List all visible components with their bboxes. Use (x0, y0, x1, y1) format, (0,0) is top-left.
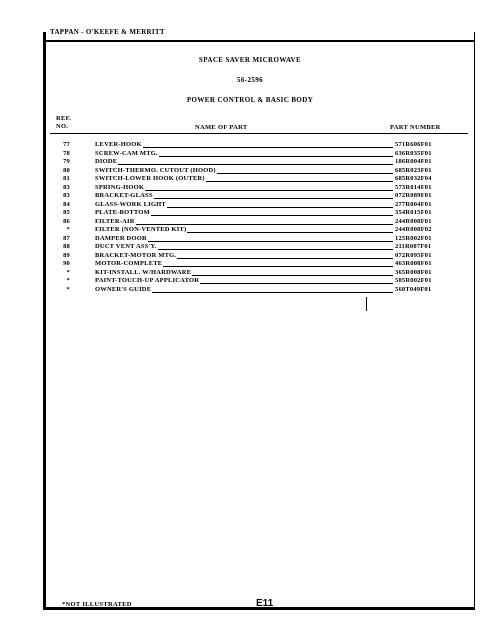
header-rule (50, 133, 468, 134)
part-name-cell: KIT-INSTALL. W/HARDWARE (95, 268, 192, 276)
ref-cell: 84 (63, 200, 70, 208)
ref-cell: * (66, 226, 70, 233)
ref-column-header (56, 115, 71, 131)
leader-line (159, 156, 393, 157)
part-name-cell: BRACKET-MOTOR MTG. (95, 251, 177, 259)
leader-line (152, 292, 393, 293)
part-number-cell: 636R035F01 (395, 149, 432, 157)
leader-line (154, 198, 393, 199)
part-name-cell: FILTER-AIR (95, 217, 135, 225)
part-name-cell: GLASS-WORK LIGHT (95, 200, 166, 208)
table-row (50, 252, 470, 261)
part-name-cell: BRACKET-GLASS (95, 192, 153, 199)
table-row (50, 175, 470, 184)
table-row (50, 277, 470, 286)
part-number-cell: 186R004F01 (395, 158, 432, 165)
margin-mark (366, 297, 367, 311)
part-number-cell: 463R008F01 (395, 260, 432, 267)
table-row (50, 286, 470, 295)
leader-line (163, 266, 393, 267)
part-number-cell: 354R015F01 (395, 209, 432, 216)
leader-line (187, 232, 393, 233)
part-number-cell: 244R008F02 (395, 226, 432, 233)
part-name-cell: OWNER'S GUIDE (95, 285, 152, 293)
ref-cell: 79 (63, 158, 70, 165)
leader-line (118, 164, 393, 165)
ref-cell: 81 (63, 175, 70, 182)
footnote: *NOT ILLUSTRATED (62, 601, 132, 608)
page-frame (43, 32, 475, 610)
part-column-header: PART NUMBER (390, 124, 441, 131)
part-number-cell: 211R007F01 (395, 243, 432, 250)
table-row (50, 235, 470, 244)
leader-line (206, 181, 393, 182)
model-number: 56-2596 (236, 76, 264, 84)
part-number-cell: 365R008F01 (395, 268, 432, 276)
ref-cell: 85 (63, 209, 70, 216)
part-number-cell: 277R004F01 (395, 200, 432, 208)
part-number-cell: 072R089F01 (395, 192, 432, 199)
page-number: E11 (256, 598, 274, 609)
part-name-cell: DIODE (95, 158, 118, 165)
part-name-cell: FILTER (NON-VENTED KIT) (95, 226, 187, 233)
leader-line (167, 207, 393, 208)
leader-line (151, 215, 393, 216)
part-name-cell: DAMPER DOOR (95, 234, 147, 242)
table-row (50, 209, 470, 218)
ref-cell: 87 (63, 234, 70, 242)
part-number-cell: 505R002F01 (395, 277, 432, 284)
part-name-cell: SCREW-CAM MTG. (95, 149, 158, 157)
leader-line (177, 258, 393, 259)
ref-cell: 90 (63, 260, 70, 267)
leader-line (217, 173, 393, 174)
table-row (50, 269, 470, 278)
part-number-cell: 560T049F01 (395, 285, 432, 293)
part-number-cell: 573R014F01 (395, 183, 432, 191)
ref-cell: 77 (63, 141, 70, 148)
part-number-cell: 571R606F01 (395, 141, 432, 148)
leader-line (200, 283, 393, 284)
leader-line (192, 275, 393, 276)
table-row (50, 158, 470, 167)
part-name-cell: SWITCH-THERMO. CUTOUT (HOOD) (95, 166, 216, 174)
brand-header: TAPPAN - O'KEEFE & MERRITT (50, 28, 165, 36)
section-title: POWER CONTROL & BASIC BODY (186, 96, 314, 104)
product-title: SPACE SAVER MICROWAVE (198, 56, 302, 64)
part-name-cell: PLATE-BOTTOM (95, 209, 150, 216)
table-row (50, 260, 470, 269)
ref-cell: 78 (63, 149, 70, 157)
ref-header-line2: NO. (56, 123, 69, 130)
top-rule (43, 40, 475, 42)
table-row (50, 201, 470, 210)
part-name-cell: SPRING-HOOK (95, 183, 145, 191)
part-name-cell: LEVER-HOOK (95, 141, 142, 148)
ref-header-line1: REF. (56, 115, 72, 122)
table-row (50, 184, 470, 193)
part-number-cell: 125R002F01 (395, 234, 432, 242)
part-number-cell: 685R023F01 (395, 166, 432, 174)
ref-cell: * (66, 277, 70, 284)
table-row (50, 167, 470, 176)
table-row (50, 192, 470, 201)
table-row (50, 218, 470, 227)
part-name-cell: SWITCH-LOWER HOOK (OUTER) (95, 175, 205, 182)
part-number-cell: 072R095F01 (395, 251, 432, 259)
name-column-header: NAME OF PART (195, 124, 248, 131)
part-number-cell: 685R032F04 (395, 175, 432, 182)
ref-cell: 89 (63, 251, 70, 259)
ref-cell: 83 (63, 183, 70, 191)
ref-cell: * (66, 285, 70, 293)
leader-line (143, 147, 393, 148)
part-name-cell: MOTOR-COMPLETE (95, 260, 163, 267)
ref-cell: 80 (63, 166, 70, 174)
part-number-cell: 244R008F01 (395, 217, 432, 225)
table-row (50, 141, 470, 150)
table-row (50, 226, 470, 235)
part-name-cell: PAINT-TOUCH-UP APPLICATOR (95, 277, 200, 284)
ref-cell: 83 (63, 192, 70, 199)
ref-cell: 88 (63, 243, 70, 250)
leader-line (145, 190, 393, 191)
part-name-cell: DUCT VENT ASS'Y. (95, 243, 157, 250)
parts-list (50, 141, 470, 294)
leader-line (158, 249, 393, 250)
leader-line (148, 241, 393, 242)
ref-cell: 86 (63, 217, 70, 225)
table-row (50, 243, 470, 252)
ref-cell: * (66, 268, 70, 276)
leader-line (136, 224, 393, 225)
table-row (50, 150, 470, 159)
